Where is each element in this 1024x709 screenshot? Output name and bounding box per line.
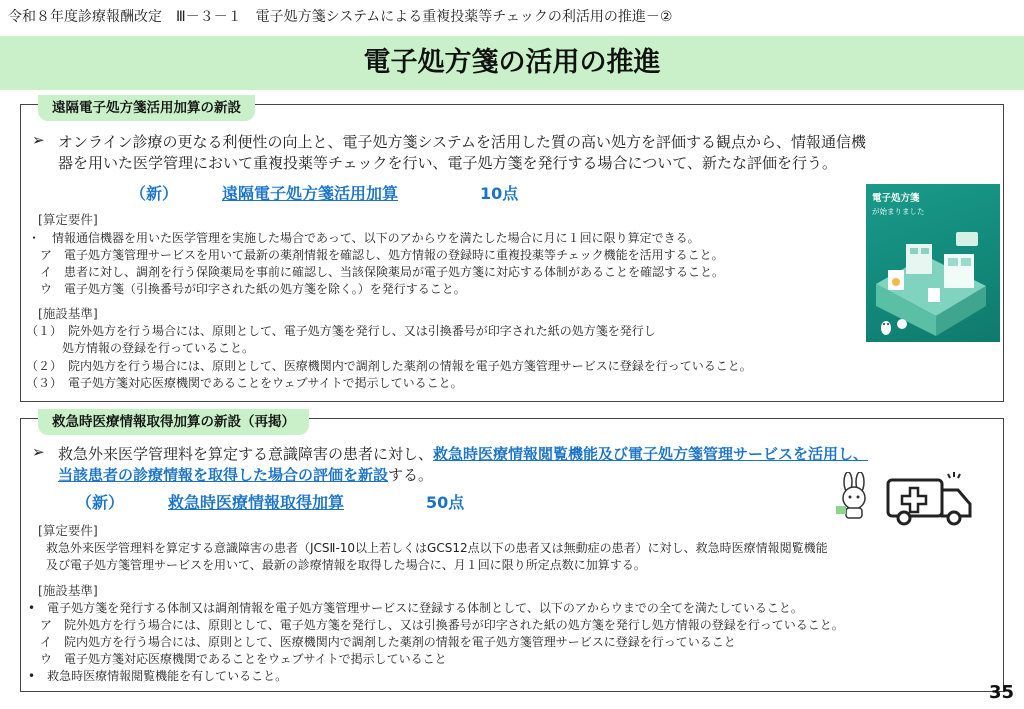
bullet-arrow-icon: ➢ — [32, 131, 45, 149]
section2-lead-c: 当該患者の診療情報を取得した場合の評価を新設 — [58, 466, 389, 484]
poster-subtitle: が始まりました — [872, 207, 925, 216]
section1-req-line: ・ 情報通信機器を用いた医学管理を実施した場合であって、以下のアからウを満たした場合に月に１回に限り算定できる。 — [28, 231, 700, 245]
section1-facility-label: [施設基準] — [38, 306, 98, 321]
section2-facility-line: イ 院内処方を行う場合には、原則として、医療機関内で調剤した薬剤の情報を電子処方箋管理サービスに登録を行っていること — [28, 635, 736, 649]
breadcrumb: 令和８年度診療報酬改定 Ⅲ－３－１ 電子処方箋システムによる重複投薬等チェックの利活用の推進－② — [8, 9, 673, 25]
section1-req-label: [算定要件] — [38, 212, 98, 227]
bullet-arrow-icon: ➢ — [32, 443, 45, 461]
section2-lead-a: 救急外来医学管理料を算定する意識障害の患者に対し、 — [58, 445, 434, 463]
section1-facility-line: （１） 院外処方を行う場合には、原則として、電子処方箋を発行し、又は引換番号が印字された紙の処方箋を発行し — [26, 324, 656, 338]
section1-req-line: ウ 電子処方箋（引換番号が印字された紙の処方箋を除く。）を発行すること。 — [28, 282, 466, 296]
section1-lead-line2: 器を用いた医学管理において重複投薬等チェックを行い、電子処方箋を発行する場合について、新たな評価を行う。 — [58, 154, 837, 172]
section2-item-name: 救急時医療情報取得加算 — [168, 493, 345, 512]
section2-facility-line: • 電子処方箋を発行する体制又は調剤情報を電子処方箋管理サービスに登録する体制として、以下のアからウまでの全てを満たしていること。 — [28, 601, 803, 615]
section1-facility-line: （３） 電子処方箋対応医療機関であることをウェブサイトで掲示していること。 — [26, 376, 463, 390]
section1-item-name: 遠隔電子処方箋活用加算 — [222, 184, 399, 203]
section2-lead-b: 救急時医療情報閲覧機能及び電子処方箋管理サービスを活用し、 — [433, 445, 869, 463]
section2-req-line: 救急外来医学管理料を算定する意識障害の患者（JCSⅡ-10以上若しくはGCS12点以下の患者又は無動症の患者）に対し、救急時医療情報閲覧機能 — [46, 541, 828, 555]
section2-tab: 救急時医療情報取得加算の新設（再掲） — [38, 409, 309, 435]
pharmacy-scene-illustration — [866, 224, 1000, 342]
section1-lead-line1: オンライン診療の更なる利便性の向上と、電子処方箋システムを活用した質の高い処方を評価する観点から、情報通信機 — [58, 133, 867, 151]
section1-new-label: （新） — [130, 184, 179, 203]
rabbit-mascot-icon — [834, 472, 874, 520]
section2-facility-line: • 救急時医療情報閲覧機能を有していること。 — [28, 669, 288, 683]
section2-facility-line: ウ 電子処方箋対応医療機関であることをウェブサイトで掲示していること — [28, 652, 447, 666]
page-title: 電子処方箋の活用の推進 — [363, 47, 661, 78]
section2-points: 50点 — [426, 493, 465, 512]
section2-facility-label: [施設基準] — [38, 583, 98, 598]
section2-lead-line2 — [58, 464, 433, 485]
e-prescription-poster-image — [866, 184, 1000, 342]
section2-lead-line1 — [58, 443, 868, 464]
section1-points: 10点 — [480, 184, 519, 203]
section2-req-label: [算定要件] — [38, 523, 98, 538]
section2-facility-line: ア 院外処方を行う場合には、原則として、電子処方箋を発行し、又は引換番号が印字された紙の処方箋を発行し処方情報の登録を行っていること。 — [28, 618, 844, 632]
page-number: 35 — [988, 682, 1014, 703]
section2-lead-d: する。 — [388, 466, 434, 484]
ambulance-icon — [884, 470, 976, 528]
section1-req-line: イ 患者に対し、調剤を行う保険薬局を事前に確認し、当該保険薬局が電子処方箋に対応する体制があることを確認すること。 — [28, 265, 725, 279]
section2-req-line: 及び電子処方箋管理サービスを用いて、最新の診療情報を取得した場合に、月１回に限り所定点数に加算する。 — [46, 558, 646, 572]
poster-title: 電子処方箋 — [872, 193, 920, 204]
section1-req-line: ア 電子処方箋管理サービスを用いて最新の薬剤情報を確認し、処方情報の登録時に重複投薬等チェック機能を活用すること。 — [28, 248, 724, 262]
section1-facility-line: （２） 院内処方を行う場合には、原則として、医療機関内で調剤した薬剤の情報を電子処方箋管理サービスに登録を行っていること。 — [26, 359, 752, 373]
section2-new-label: （新） — [76, 493, 125, 512]
section1-tab: 遠隔電子処方箋活用加算の新設 — [38, 95, 255, 121]
section1-facility-line: 処方情報の登録を行っていること。 — [26, 341, 255, 355]
